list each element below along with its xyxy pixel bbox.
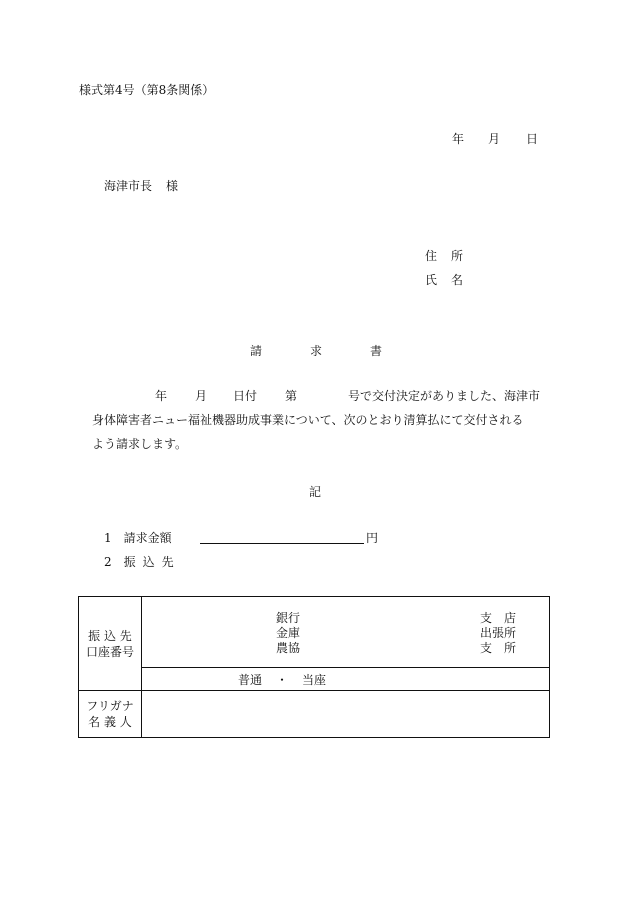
account-type-futsu[interactable]: 普通 (238, 672, 263, 687)
form-number: 様式第4号（第8条関係） (79, 83, 215, 97)
item-label: 振込先 (123, 555, 181, 569)
account-type-toza[interactable]: 当座 (302, 672, 327, 687)
date-month: 月 (488, 132, 501, 146)
date-day: 日 (526, 132, 539, 146)
body-line3: よう請求します。 (92, 437, 188, 451)
item-transfer-destination (104, 556, 181, 568)
yen-unit: 円 (366, 531, 379, 545)
label-furigana: フリガナ (86, 699, 134, 713)
institution-shinkin: 金庫 (276, 626, 301, 640)
item-label: 請求金額 (123, 531, 172, 545)
body-line2: 身体障害者ニュー福祉機器助成事業について、次のとおり清算払にて交付される (92, 413, 524, 427)
holder-label-cell (79, 691, 142, 738)
item-number: 1 (104, 531, 112, 545)
item-number: 2 (104, 555, 112, 569)
label-transfer-to: 振 込 先 (88, 628, 132, 643)
account-number-label-cell (79, 597, 142, 691)
institution-types (276, 611, 300, 656)
date-year: 年 (452, 132, 465, 146)
title-char-1: 請 (250, 344, 263, 358)
institution-cell[interactable] (142, 597, 550, 668)
branch-main: 支 店 (480, 611, 517, 625)
addressee-name: 海津市長 (104, 179, 153, 193)
amount-input-line[interactable] (200, 543, 364, 544)
institution-bank: 銀行 (276, 611, 301, 625)
addressee (104, 180, 178, 192)
label-holder-name: 名 義 人 (88, 715, 132, 729)
body-month: 月 (195, 389, 208, 403)
body-year: 年 (155, 389, 168, 403)
account-type-separator: ・ (276, 672, 289, 687)
title-char-3: 書 (370, 344, 383, 358)
institution-nokyo: 農協 (276, 641, 301, 655)
name-label: 氏名 (425, 273, 478, 287)
branch-office: 出張所 (480, 626, 517, 640)
label-account-number: 口座番号 (85, 644, 134, 659)
body-no-prefix: 第 (285, 389, 298, 403)
item-claim-amount (104, 532, 172, 544)
body-date-suffix: 日付 (233, 389, 258, 403)
account-type-cell[interactable] (142, 668, 550, 691)
addressee-honorific: 様 (166, 179, 179, 193)
body-line1-rest: 号で交付決定がありました、海津市 (348, 389, 541, 403)
holder-name-field[interactable] (142, 691, 550, 738)
branch-sub: 支 所 (480, 641, 517, 655)
bank-account-table (78, 596, 550, 738)
address-label: 住所 (425, 249, 478, 263)
ki-heading: 記 (309, 485, 322, 499)
title-char-2: 求 (310, 344, 323, 358)
branch-types (480, 611, 516, 656)
